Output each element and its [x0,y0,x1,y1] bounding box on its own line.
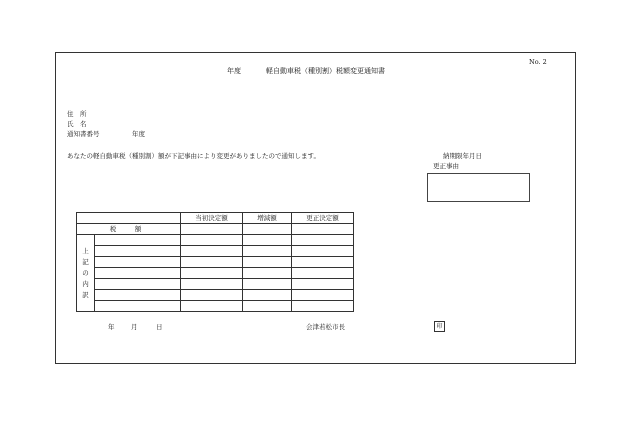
breakdown-cell [292,290,354,301]
breakdown-char: 上 [82,246,89,255]
breakdown-row [77,246,354,257]
breakdown-char: 訳 [82,290,89,299]
seal-mark: 印 [434,321,445,332]
breakdown-cell [181,235,243,246]
breakdown-cell [292,268,354,279]
breakdown-cell [181,279,243,290]
notice-number-label: 通知書番号 [67,130,100,138]
breakdown-label [77,235,95,312]
tax-revised-cell [292,224,354,235]
date-year: 年 [108,323,115,331]
breakdown-char: 内 [82,279,89,288]
breakdown-row [77,268,354,279]
breakdown-cell [95,257,181,268]
breakdown-cell [292,279,354,290]
tax-amount-row [77,224,354,235]
notice-message: あなたの軽自動車税（種別割）額が下記事由により変更がありましたので通知します。 [67,152,320,160]
notice-number-year: 年度 [132,130,145,138]
tax-initial-cell [181,224,243,235]
header-change-amount: 増減額 [243,213,292,224]
breakdown-cell [292,301,354,312]
title-year: 年度 [227,67,241,75]
notice-frame [55,52,576,364]
breakdown-cell [292,246,354,257]
breakdown-row [77,279,354,290]
reason-field [427,173,530,202]
breakdown-char: の [82,268,89,277]
issuer-name: 会津若松市長 [306,323,345,331]
breakdown-row [77,235,354,246]
breakdown-char: 記 [82,257,89,266]
tax-amount-label: 税 額 [77,224,181,235]
reason-label: 更正事由 [433,162,459,170]
breakdown-cell [292,257,354,268]
address-label: 住 所 [67,110,87,118]
table-header-row [77,213,354,224]
header-initial-amount: 当初決定額 [181,213,243,224]
breakdown-cell [292,235,354,246]
breakdown-cell [243,268,292,279]
breakdown-cell [243,279,292,290]
tax-amount-table [76,212,354,312]
date-month: 月 [131,323,138,331]
breakdown-row [77,290,354,301]
breakdown-cell [181,290,243,301]
breakdown-cell [95,301,181,312]
page-title: 軽自動車税（種別割）税額変更通知書 [266,67,385,75]
breakdown-cell [181,268,243,279]
breakdown-cell [243,235,292,246]
breakdown-cell [95,268,181,279]
breakdown-cell [243,257,292,268]
breakdown-cell [95,290,181,301]
breakdown-cell [243,290,292,301]
breakdown-cell [181,246,243,257]
breakdown-cell [243,301,292,312]
header-empty-cell [77,213,181,224]
breakdown-cell [95,246,181,257]
header-revised-amount: 更正決定額 [292,213,354,224]
name-label: 氏 名 [67,120,87,128]
deadline-label: 納期限年月日 [443,152,482,160]
tax-change-cell [243,224,292,235]
breakdown-cell [95,235,181,246]
breakdown-cell [95,279,181,290]
breakdown-cell [181,257,243,268]
date-day: 日 [156,323,163,331]
document-number: No. 2 [529,58,547,66]
breakdown-row [77,301,354,312]
breakdown-cell [243,246,292,257]
breakdown-row [77,257,354,268]
breakdown-cell [181,301,243,312]
